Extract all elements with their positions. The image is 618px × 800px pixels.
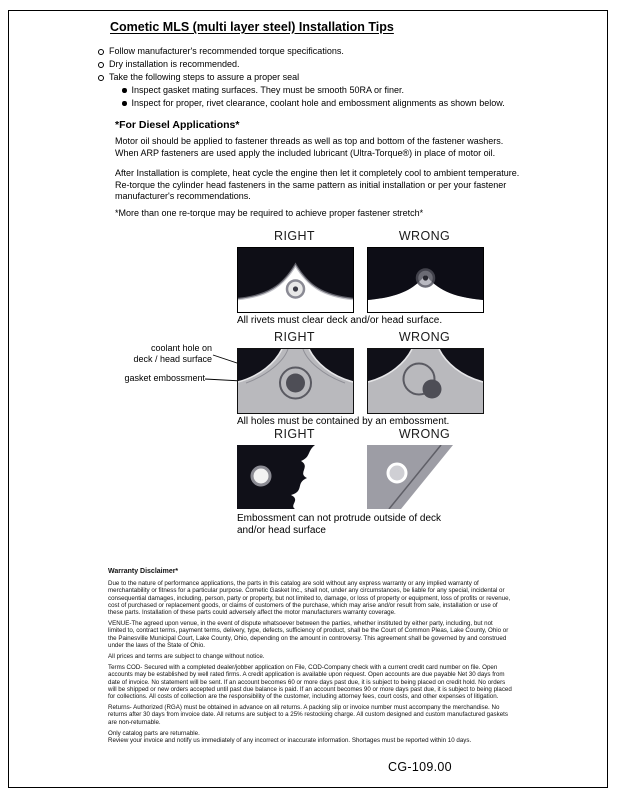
warranty-paragraph: All prices and terms are subject to change without notice. <box>108 653 265 661</box>
bullet-icon <box>98 62 104 68</box>
hole-outside-illustration <box>368 349 483 413</box>
warranty-disclaimer <box>108 568 512 744</box>
wrong-label-row1: WRONG <box>398 229 451 243</box>
edge-protruding-illustration <box>367 445 482 509</box>
retorque-note: *More than one re-torque may be required to achieve proper fastener stretch* <box>115 208 424 218</box>
coolant-hole-label <box>100 343 212 365</box>
bullet-icon <box>98 75 104 81</box>
diagram-protrude-right <box>237 445 352 509</box>
warranty-paragraph: Terms COD- Secured with a completed dealer/jobber application on File, COD-Company check with a current credit card number on file. Open accounts may be established by well rated firms. A credit application is available upon request. Open accounts are due payable Net 30 days from date of invoice. No statement will be sent. If an account becomes 60 or more days past due, it is subject to being placed on credit hold. No orders will be shipped or new orders accepted until past due balance is paid. If an account becomes 90 or more days past due, it is subject to being placed for collections. All costs of collection are the responsibility of the customer, including attorney fees, court costs, and other expenses of litigation. <box>108 664 512 701</box>
warranty-paragraph: Returns- Authorized (RGA) must be obtained in advance on all returns. A packing slip or invoice number must accompany the merchandise. No returns after 30 days from invoice date. All returns are subject to a 25% restocking charge. All custom designed and custom manufactured gaskets are non-returnable. <box>108 704 508 726</box>
gasket-embossment-label: gasket embossment <box>124 373 205 383</box>
diagram-rivet-right <box>237 247 354 313</box>
bullet-icon <box>122 101 127 106</box>
tip-text: Take the following steps to assure a proper seal <box>109 72 300 82</box>
caption-line: Embossment can not protrude outside of deck <box>237 513 442 524</box>
rivet-clear-illustration <box>238 248 353 312</box>
list-sub-item <box>98 84 543 97</box>
bullet-icon <box>122 88 127 93</box>
wrong-label-row2: WRONG <box>398 330 451 344</box>
tip-text: Inspect for proper, rivet clearance, coolant hole and embossment alignments as shown below. <box>131 98 505 108</box>
diesel-heading: *For Diesel Applications* <box>115 119 240 131</box>
diesel-paragraph-oil: Motor oil should be applied to fastener threads as well as top and bottom of the fastener washers. When ARP fasteners are used apply the included lubricant (Ultra-Torque®) in place of motor oil. <box>115 136 504 158</box>
label-line: coolant hole on <box>150 343 212 353</box>
warranty-heading: Warranty Disclaimer* <box>108 568 179 575</box>
rivet-overlap-illustration <box>368 248 483 312</box>
page-title: Cometic MLS (multi layer steel) Installation Tips <box>110 20 394 34</box>
warranty-paragraph: Review your invoice and notify us immediately of any incorrect or inaccurate information. Shortages must be reported within 10 days. <box>108 737 472 745</box>
diagram-embossment-wrong <box>367 348 484 414</box>
diesel-paragraph-retorque: After Installation is complete, heat cycle the engine then let it completely cool to ambient temperature. Re-torque the cylinder head fasteners in the same pattern as initial installation or per your fastener manufacturer's recommendations. <box>115 168 520 201</box>
document-number: CG-109.00 <box>388 760 452 774</box>
wrong-label-row3: WRONG <box>398 427 451 441</box>
edge-contained-illustration <box>237 445 352 509</box>
tip-text: Follow manufacturer's recommended torque specifications. <box>109 46 344 56</box>
right-label-row3: RIGHT <box>274 427 315 441</box>
hole-contained-illustration <box>238 349 353 413</box>
list-item <box>98 45 543 58</box>
right-label-row1: RIGHT <box>274 229 315 243</box>
label-line: deck / head surface <box>133 354 212 364</box>
warranty-paragraph: VENUE-The agreed upon venue, in the event of dispute whatsoever between the parties, whether instituted by either party, including, but not limited to, contract terms, payment terms, delivery, type, defects, sufficiency of product, shall be the Court of Common Pleas, Lake County, Ohio or the Painesville Municipal Court, Lake County, Ohio, depending on the amount in controversy. This agreement shall be governed by and construed under the laws of the State of Ohio. <box>108 620 509 649</box>
list-item <box>98 58 543 71</box>
right-label-row2: RIGHT <box>274 330 315 344</box>
caption-holes: All holes must be contained by an embossment. <box>237 416 450 427</box>
caption-protrusion <box>237 513 441 537</box>
caption-line: and/or head surface <box>237 525 326 536</box>
list-sub-item <box>98 97 543 110</box>
warranty-paragraph: Due to the nature of performance applications, the parts in this catalog are sold without any express warranty or any implied warranty of merchantability or fitness for a particular purpose. Cometic Gasket Inc., shall not, under any circumstances, be liable for any special, incidental or consequential damages, including, person, party or property, but not limited to, damage, or loss of property or equipment, loss of profits or revenue, cost of purchased or replacement goods, or claims of customers of the purchase, which may arise and/or result from sale, installation or use of these parts. Installation of these parts could adversely affect the motor manufacturers warranty coverage. <box>108 580 511 617</box>
diagram-protrude-wrong <box>367 445 482 509</box>
caption-rivets: All rivets must clear deck and/or head surface. <box>237 315 443 326</box>
diagram-rivet-wrong <box>367 247 484 313</box>
tip-text: Dry installation is recommended. <box>109 59 240 69</box>
installation-tips-list <box>98 45 543 110</box>
list-item <box>98 71 543 84</box>
bullet-icon <box>98 49 104 55</box>
diagram-embossment-right <box>237 348 354 414</box>
warranty-paragraph: Only catalog parts are returnable. <box>108 729 200 737</box>
tip-text: Inspect gasket mating surfaces. They must be smooth 50RA or finer. <box>131 85 404 95</box>
